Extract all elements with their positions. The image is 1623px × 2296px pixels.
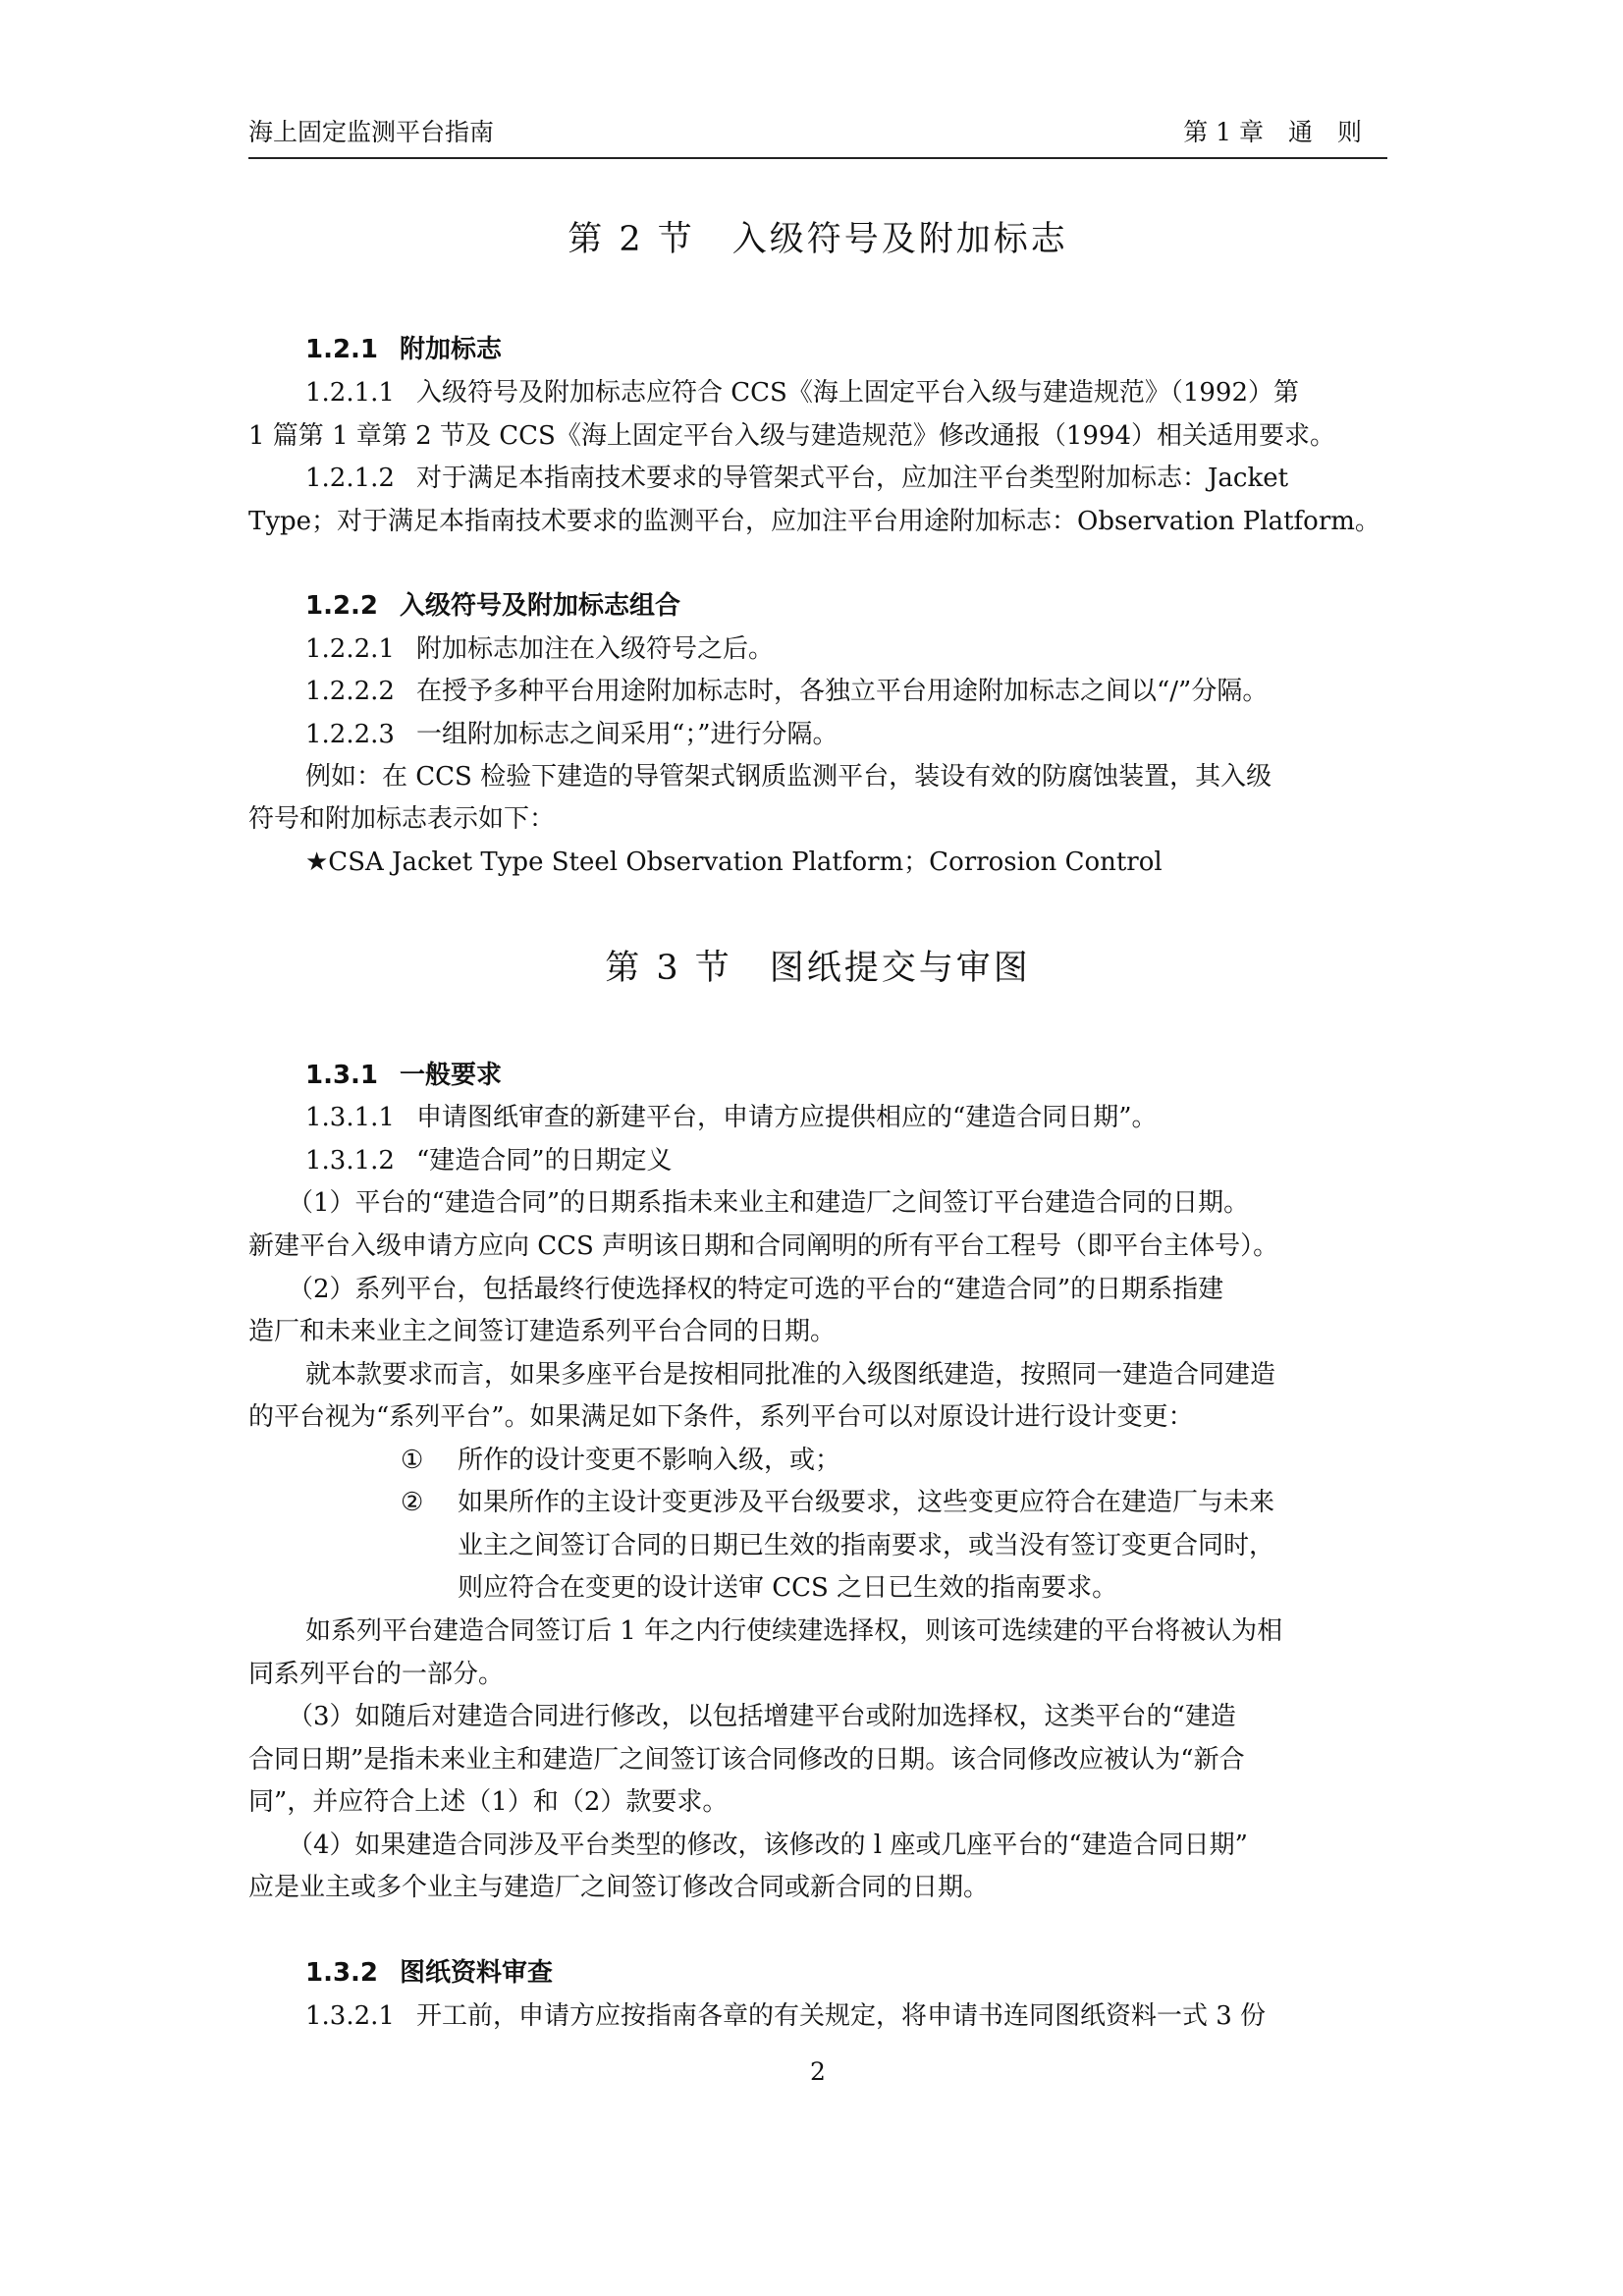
item-2-line-2: 造厂和未来业主之间签订建造系列平台合同的日期。 — [248, 1317, 837, 1346]
clause-number: 1.2.2.2 — [305, 677, 395, 706]
clause-text: 附加标志加注在入级符号之后。 — [415, 634, 774, 664]
class-notation-example: ★CSA Jacket Type Steel Observation Platform；Corrosion Control — [305, 847, 1163, 877]
clause-number: 1.2.2.1 — [305, 634, 395, 664]
clause-1-3-1-1 — [305, 1098, 1158, 1137]
header-chapter-title: 第 1 章 通 则 — [1183, 118, 1362, 146]
series-platform-line-1: 就本款要求而言，如果多座平台是按相同批准的入级图纸建造，按照同一建造合同建造 — [305, 1360, 1276, 1390]
clause-number: 1.3.2.1 — [305, 2001, 395, 2031]
clause-number: 1.2.1.2 — [305, 464, 395, 493]
series-platform-line-2: 的平台视为“系列平台”。如果满足如下条件，系列平台可以对原设计进行设计变更： — [248, 1402, 1194, 1432]
clause-1-2-1-2-line-1 — [305, 459, 1288, 498]
item-1-line-2: 新建平台入级申请方应向 CCS 声明该日期和合同阐明的所有平台工程号（即平台主体号）。 — [248, 1231, 1279, 1261]
heading-number: 1.3.2 — [305, 1958, 379, 1988]
clause-1-2-2-1 — [305, 629, 774, 669]
condition-2-line-1: 如果所作的主设计变更涉及平台级要求，这些变更应符合在建造厂与未来 — [458, 1488, 1275, 1517]
option-line-1: 如系列平台建造合同签订后 1 年之内行使续建选择权，则该可选续建的平台将被认为相 — [305, 1616, 1283, 1646]
clause-1-2-1-1-line-1 — [305, 373, 1299, 412]
item-3-line-3: 同”，并应符合上述（1）和（2）款要求。 — [248, 1787, 729, 1817]
clause-text: 一组附加标志之间采用“；”进行分隔。 — [415, 720, 839, 749]
condition-2-line-2: 业主之间签订合同的日期已生效的指南要求，或当没有签订变更合同时， — [458, 1531, 1275, 1560]
clause-number: 1.3.1.1 — [305, 1103, 395, 1132]
example-line-2: 符号和附加标志表示如下： — [248, 804, 556, 834]
item-2-line-1: （2）系列平台，包括最终行使选择权的特定可选的平台的“建造合同”的日期系指建 — [288, 1275, 1224, 1304]
clause-1-3-2-1 — [305, 1996, 1266, 2036]
heading-1-3-1 — [305, 1056, 502, 1095]
section-2-title: 第 2 节 入级符号及附加标志 — [568, 220, 1068, 259]
clause-1-3-1-2 — [305, 1141, 673, 1180]
clause-text: 对于满足本指南技术要求的导管架式平台，应加注平台类型附加标志：Jacket — [415, 464, 1289, 493]
heading-text: 图纸资料审查 — [400, 1958, 554, 1988]
clause-1-2-2-2 — [305, 672, 1268, 711]
clause-1-2-1-2-line-2: Type；对于满足本指南技术要求的监测平台，应加注平台用途附加标志：Observation Platform。 — [248, 507, 1380, 536]
clause-number: 1.3.1.2 — [305, 1146, 395, 1175]
heading-text: 附加标志 — [400, 335, 503, 364]
header-document-title: 海上固定监测平台指南 — [248, 118, 495, 146]
clause-number: 1.2.1.1 — [305, 378, 395, 408]
page-number: 2 — [810, 2057, 826, 2086]
clause-number: 1.2.2.3 — [305, 720, 395, 749]
clause-text: “建造合同”的日期定义 — [415, 1146, 673, 1175]
example-line-1: 例如：在 CCS 检验下建造的导管架式钢质监测平台，装设有效的防腐蚀装置，其入级 — [305, 762, 1272, 792]
heading-text: 一般要求 — [400, 1061, 503, 1090]
heading-text: 入级符号及附加标志组合 — [400, 591, 681, 621]
item-1-line-1: （1）平台的“建造合同”的日期系指未来业主和建造厂之间签订平台建造合同的日期。 — [288, 1188, 1250, 1218]
condition-1-text: 所作的设计变更不影响入级，或； — [458, 1446, 841, 1475]
clause-text: 申请图纸审查的新建平台，申请方应提供相应的“建造合同日期”。 — [415, 1103, 1158, 1132]
clause-1-2-1-1-line-2: 1 篇第 1 章第 2 节及 CCS《海上固定平台入级与建造规范》修改通报（1994）相关适用要求。 — [248, 421, 1335, 451]
running-header — [248, 110, 1387, 159]
section-3-title: 第 3 节 图纸提交与审图 — [605, 949, 1031, 988]
condition-2-line-3: 则应符合在变更的设计送审 CCS 之日已生效的指南要求。 — [458, 1573, 1118, 1603]
heading-1-2-1 — [305, 330, 502, 369]
heading-number: 1.2.2 — [305, 591, 379, 621]
item-3-line-1: （3）如随后对建造合同进行修改，以包括增建平台或附加选择权，这类平台的“建造 — [288, 1702, 1236, 1731]
clause-text: 入级符号及附加标志应符合 CCS《海上固定平台入级与建造规范》（1992）第 — [415, 378, 1300, 408]
clause-text: 在授予多种平台用途附加标志时，各独立平台用途附加标志之间以“/”分隔。 — [415, 677, 1269, 706]
item-4-line-2: 应是业主或多个业主与建造厂之间签订修改合同或新合同的日期。 — [248, 1873, 990, 1902]
heading-number: 1.3.1 — [305, 1061, 379, 1090]
option-line-2: 同系列平台的一部分。 — [248, 1660, 505, 1689]
heading-1-2-2 — [305, 586, 680, 626]
clause-text: 开工前，申请方应按指南各章的有关规定，将申请书连同图纸资料一式 3 份 — [415, 2001, 1267, 2031]
heading-number: 1.2.1 — [305, 335, 379, 364]
item-3-line-2: 合同日期”是指未来业主和建造厂之间签订该合同修改的日期。该合同修改应被认为“新合 — [248, 1745, 1245, 1775]
clause-1-2-2-3 — [305, 715, 839, 754]
item-4-line-1: （4）如果建造合同涉及平台类型的修改，该修改的 l 座或几座平台的“建造合同日期” — [288, 1831, 1248, 1860]
heading-1-3-2 — [305, 1953, 553, 1993]
condition-1-marker: ① — [401, 1446, 424, 1475]
condition-2-marker: ② — [401, 1488, 424, 1517]
